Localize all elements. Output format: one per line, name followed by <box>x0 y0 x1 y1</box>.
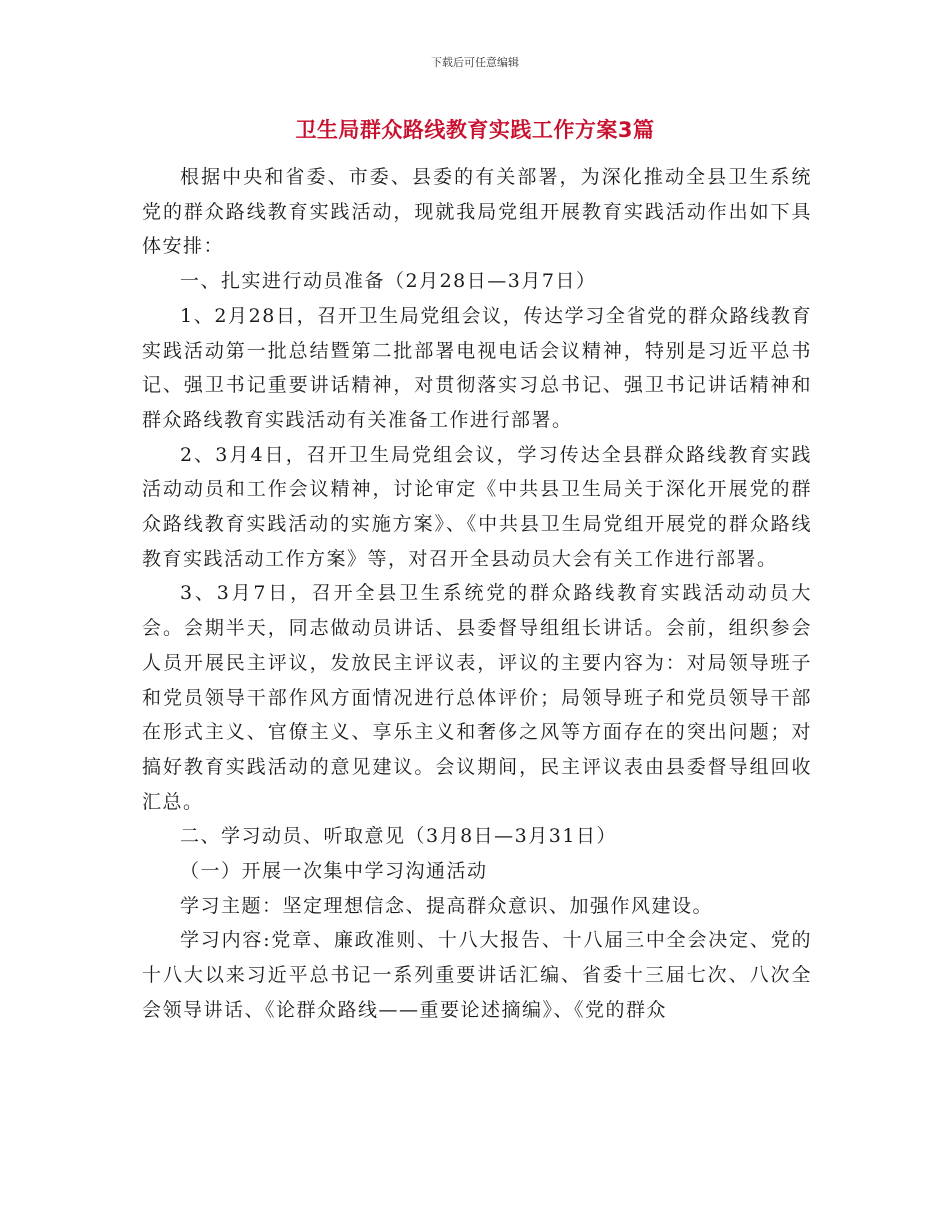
paragraph-study-theme: 学习主题：坚定理想信念、提高群众意识、加强作风建设。 <box>180 894 714 917</box>
paragraph-item-3: 3、3月7日，召开全县卫生系统党的群众路线教育实践活动动员大会。会期半天，同志做动员讲话、县委督导组组长讲话。会前，组织参会人员开展民主评议，发放民主评议表，评议的主要内容为：对局领导班子和党员领导干部作风方面情况进行总体评价；局领导班子和党员领导干部在形式主义、官僚主义、享乐主义和奢侈之风等方面存在的突出问题；对搞好教育实践活动的意见建议。会议期间，民主评议表由县委督导组回收汇总。 <box>142 582 812 813</box>
document-title: 卫生局群众路线教育实践工作方案3篇 <box>295 118 655 142</box>
header-note: 下载后可任意编辑 <box>431 56 519 69</box>
section-heading-1: 一、扎实进行动员准备（2月28日—3月7日） <box>180 270 597 293</box>
paragraph-intro: 根据中央和省委、市委、县委的有关部署，为深化推动全县卫生系统党的群众路线教育实践活动，现就我局党组开展教育实践活动作出如下具体安排： <box>142 166 812 258</box>
document-body <box>142 160 812 1028</box>
paragraph-item-2: 2、3月4日，召开卫生局党组会议，学习传达全县群众路线教育实践活动动员和工作会议精神，讨论审定《中共县卫生局关于深化开展党的群众路线教育实践活动的实施方案》、《中共县卫生局党组开展党的群众路线教育实践活动工作方案》等，对召开全县动员大会有关工作进行部署。 <box>142 443 812 570</box>
subsection-heading-1: （一）开展一次集中学习沟通活动 <box>180 860 488 883</box>
paragraph-study-content: 学习内容:党章、廉政准则、十八大报告、十八届三中全会决定、党的十八大以来习近平总书记一系列重要讲话汇编、省委十三届七次、八次全会领导讲话、《论群众路线——重要论述摘编》、《党的群众 <box>142 929 812 1021</box>
paragraph-item-1: 1、2月28日，召开卫生局党组会议，传达学习全省党的群众路线教育实践活动第一批总结暨第二批部署电视电话会议精神，特别是习近平总书记、强卫书记重要讲话精神，对贯彻落实习总书记、强卫书记讲话精神和群众路线教育实践活动有关准备工作进行部署。 <box>142 304 812 431</box>
section-heading-2: 二、学习动员、听取意见（3月8日—3月31日） <box>180 825 617 848</box>
